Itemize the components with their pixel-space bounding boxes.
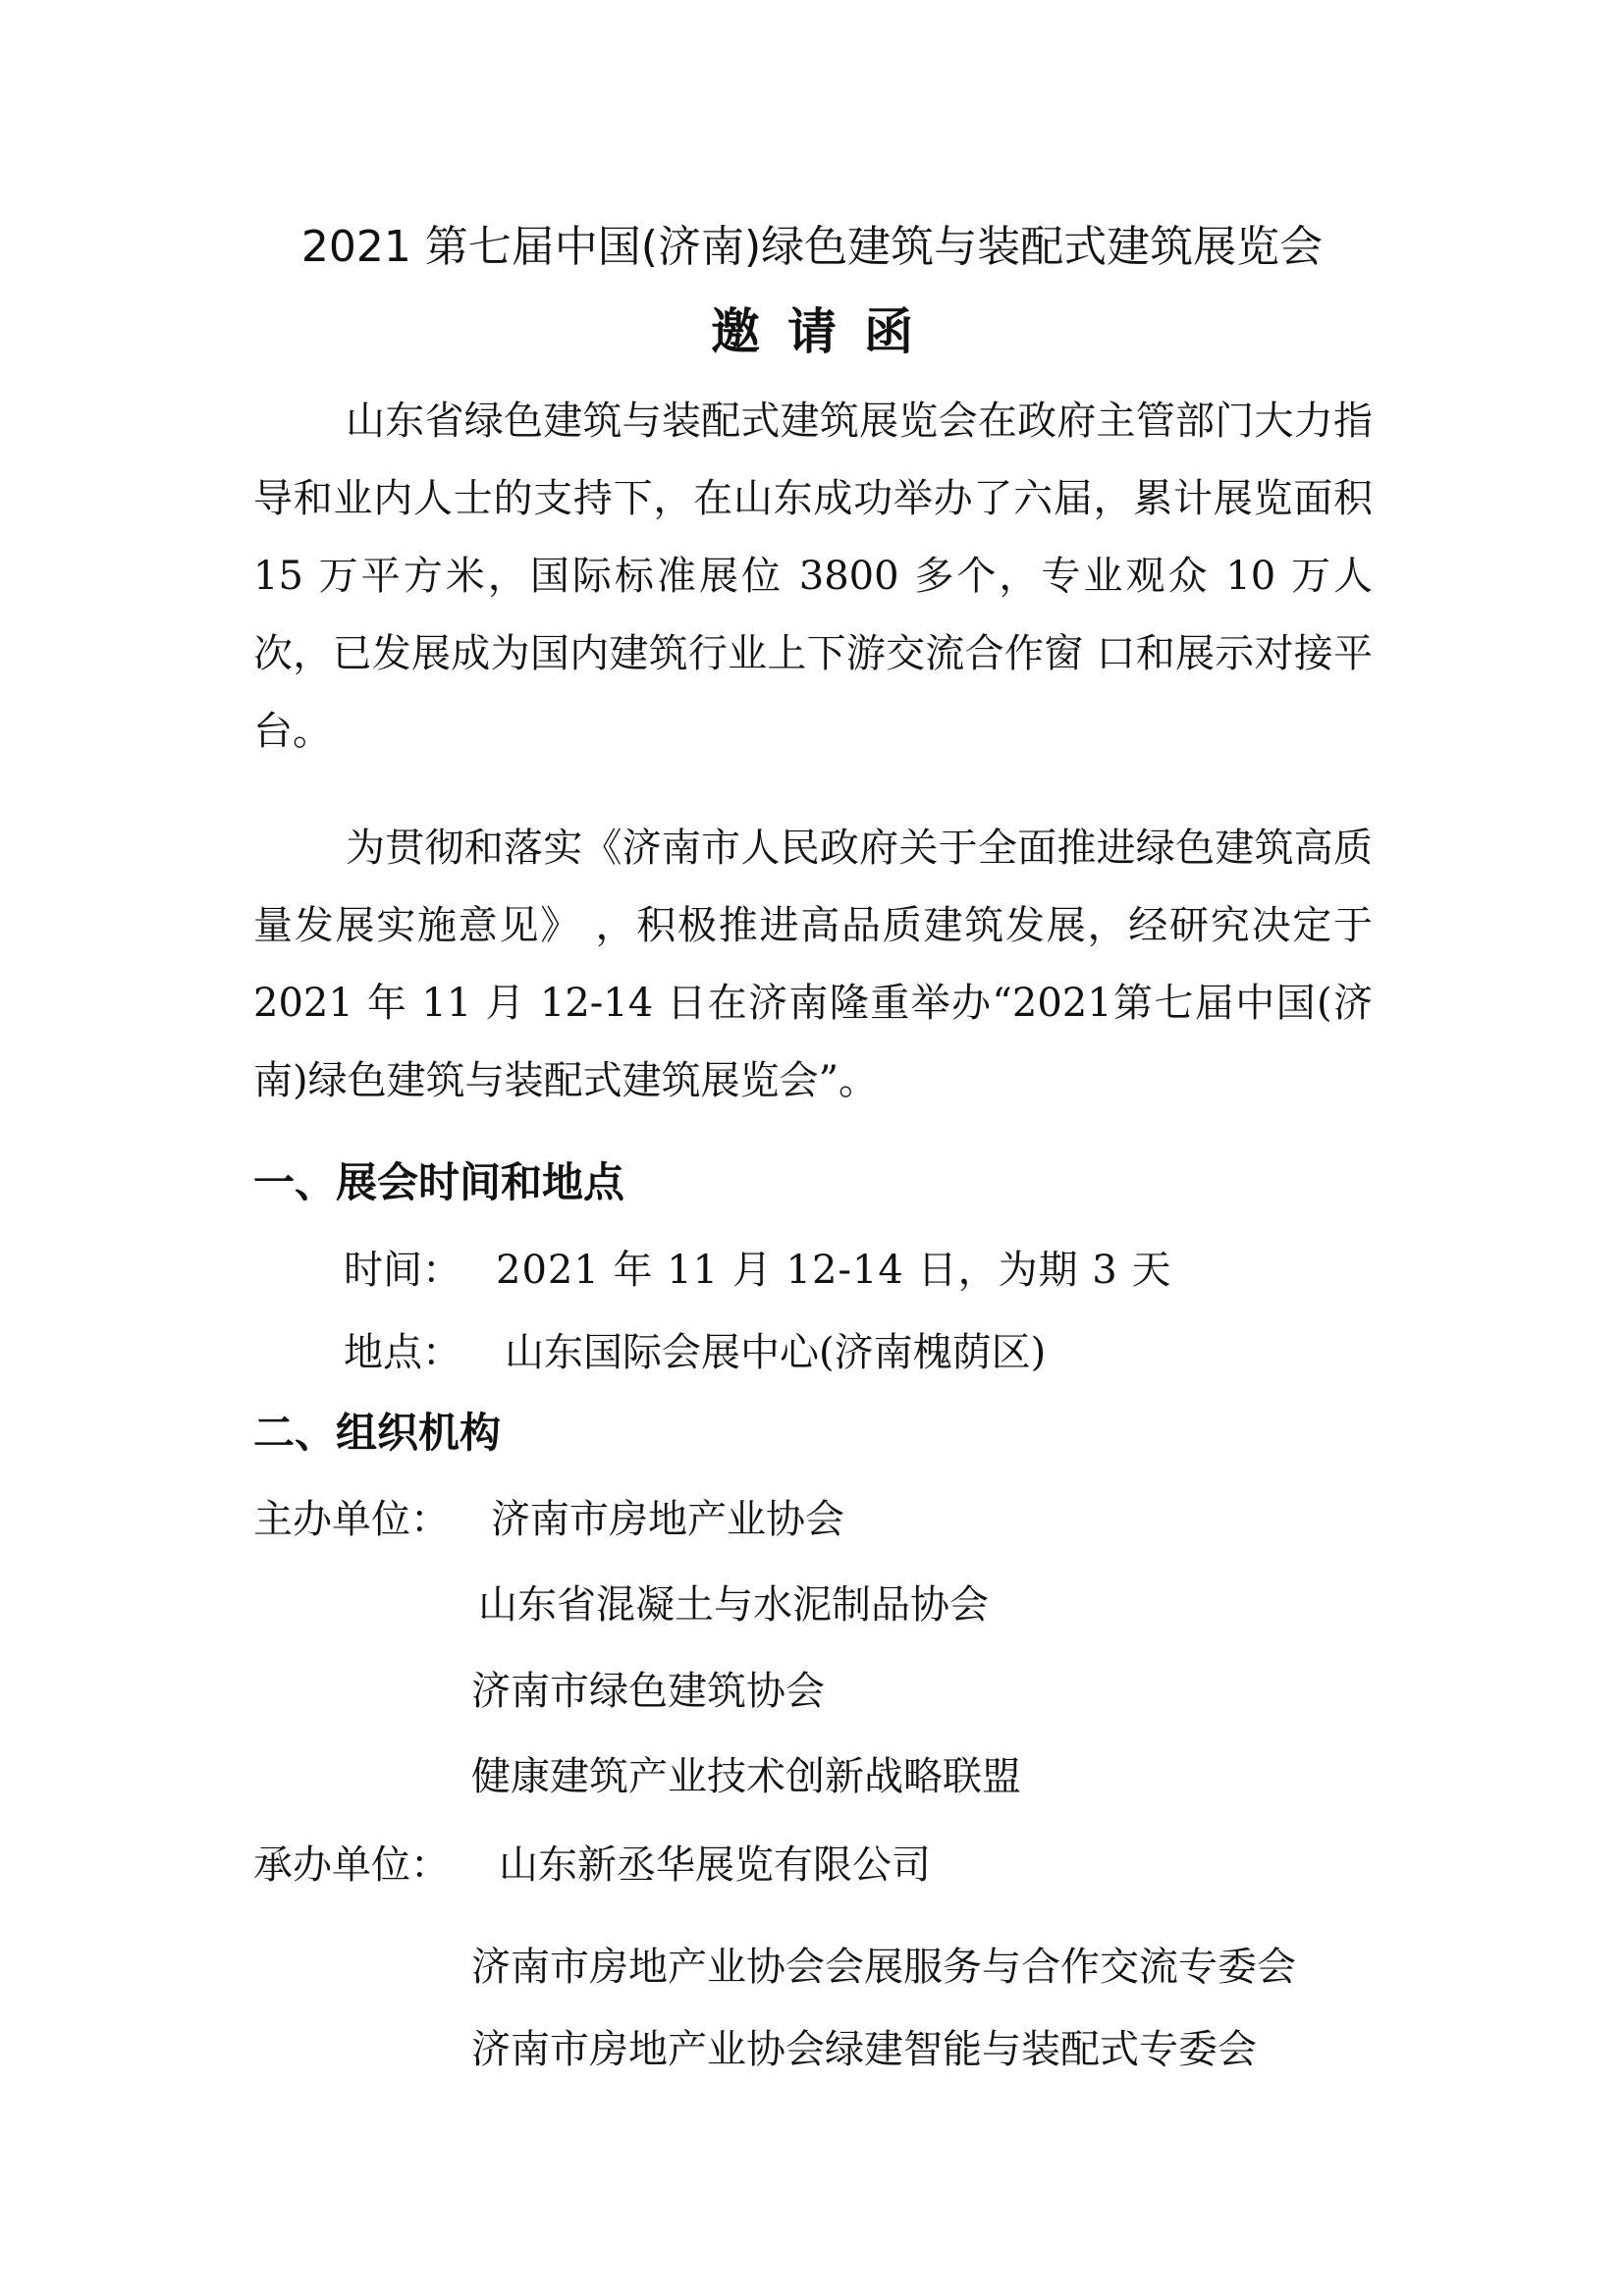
host-item: 济南市房地产业协会 <box>491 1497 844 1542</box>
intro-paragraph-1: 山东省绿色建筑与装配式建筑展览会在政府主管部门大力指导和业内人士的支持下，在山东成功举办了六届，累计展览面积 15 万平方米，国际标准展位 3800 多个，专业观众 10 万人次，已发展成为国内建筑行业上下游交流合作窗 口和展示对接平台。 <box>253 399 1373 754</box>
host-item: 健康建筑产业技术创新战略联盟 <box>471 1754 1021 1799</box>
organizer-item: 山东新丞华展览有限公司 <box>499 1842 931 1888</box>
host-item: 济南市绿色建筑协会 <box>471 1669 825 1714</box>
section-heading-time-place: 一、展会时间和地点 <box>253 1158 625 1206</box>
organizer-item: 济南市房地产业协会绿建智能与装配式专委会 <box>471 2027 1257 2072</box>
place-value: 山东国际会展中心(济南槐荫区) <box>505 1330 1047 1375</box>
intro-paragraph-2: 为贯彻和落实《济南市人民政府关于全面推进绿色建筑高质量发展实施意见》 ，积极推进高品质建筑发展，经研究决定于 2021 年 11 月 12-14 日在济南隆重举办“2021第七届中国(济南)绿色建筑与装配式建筑展览会”。 <box>253 826 1373 1103</box>
host-item: 山东省混凝土与水泥制品协会 <box>478 1582 989 1628</box>
document-subtitle: 邀请函 <box>711 303 941 360</box>
section-heading-organization: 二、组织机构 <box>253 1409 502 1457</box>
place-label: 地点： <box>344 1330 461 1375</box>
time-value: 2021 年 11 月 12-14 日，为期 3 天 <box>496 1248 1172 1293</box>
document-title: 2021 第七届中国(济南)绿色建筑与装配式建筑展览会 <box>300 222 1324 272</box>
organizer-item: 济南市房地产业协会会展服务与合作交流专委会 <box>471 1945 1296 1990</box>
host-label: 主办单位： <box>253 1497 450 1542</box>
time-label: 时间： <box>344 1248 461 1293</box>
organizer-label: 承办单位： <box>253 1842 450 1888</box>
